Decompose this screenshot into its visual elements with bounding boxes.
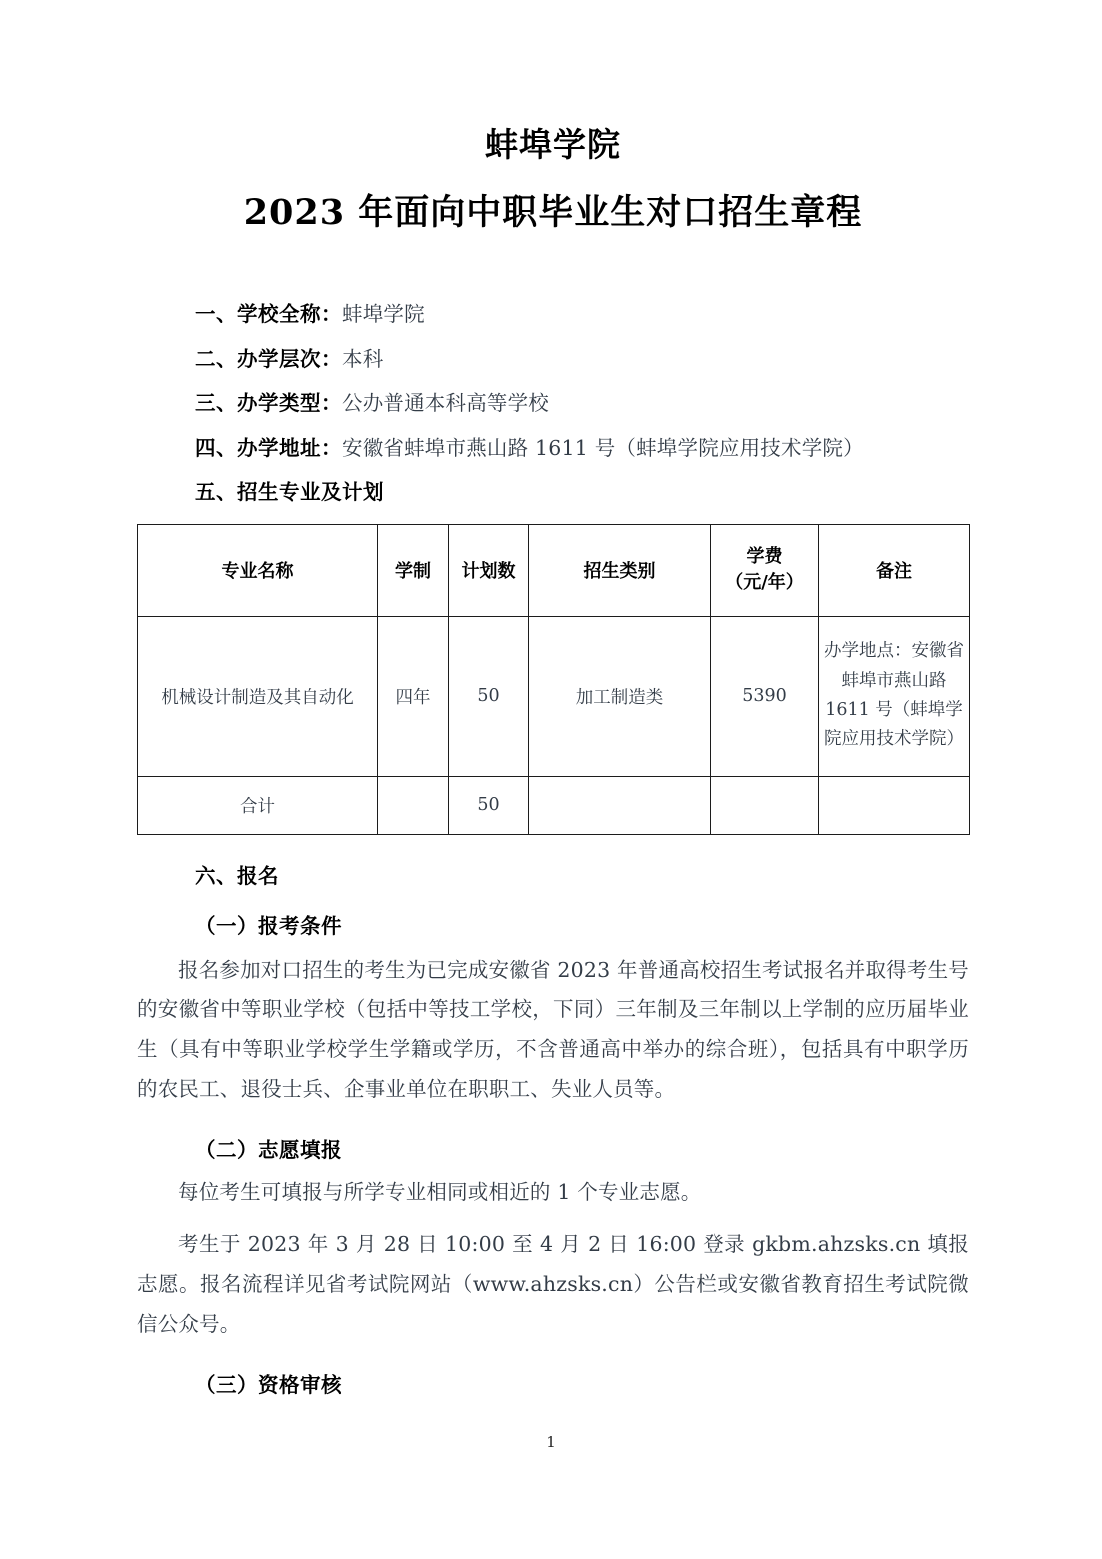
table-header-major: 专业名称 xyxy=(138,524,378,616)
cell-length: 四年 xyxy=(378,616,449,776)
paragraph-eligibility: 报名参加对口招生的考生为已完成安徽省 2023 年普通高校招生考试报名并取得考生号的安徽省中等职业学校（包括中等技工学校，下同）三年制及三年制以上学制的应历届毕业生（具有中等职业学校学生学籍或学历，不含普通高中举办的综合班），包括具有中职学历的农民工、退役士兵、企事业单位在职职工、失业人员等。 xyxy=(137,957,969,1102)
page-title-school: 蚌埠学院 xyxy=(485,125,621,164)
subsection-heading-two: （二）志愿填报 xyxy=(195,1138,342,1163)
info-row-full-name xyxy=(137,304,969,325)
info-row-address xyxy=(137,435,969,460)
table-header-remark: 备注 xyxy=(819,524,970,616)
table-header-fee xyxy=(711,524,819,616)
section-heading-five: 五、招生专业及计划 xyxy=(195,480,384,504)
table-header-row xyxy=(138,524,970,616)
info-value-level: 本科 xyxy=(342,346,384,371)
page-title-subtitle: 2023 年面向中职毕业生对口招生章程 xyxy=(243,192,863,233)
info-label-address: 四、办学地址： xyxy=(195,435,342,460)
cell-total-remark xyxy=(819,776,970,834)
table-header-length: 学制 xyxy=(378,524,449,616)
school-info-list xyxy=(137,304,969,503)
enrollment-plan-table xyxy=(137,524,970,835)
table-header-count: 计划数 xyxy=(449,524,529,616)
subsection-heading-three: （三）资格审核 xyxy=(195,1372,342,1397)
subsection-heading-one: （一）报考条件 xyxy=(195,914,342,938)
info-row-type xyxy=(137,393,969,414)
cell-count: 50 xyxy=(449,616,529,776)
cell-total-fee xyxy=(711,776,819,834)
info-value-full-name: 蚌埠学院 xyxy=(342,302,425,326)
cell-category: 加工制造类 xyxy=(529,616,711,776)
cell-major: 机械设计制造及其自动化 xyxy=(138,616,378,776)
document-content xyxy=(137,0,969,1395)
cell-total-count: 50 xyxy=(449,776,529,834)
section-heading-six: 六、报名 xyxy=(195,863,279,888)
info-label-level: 二、办学层次： xyxy=(195,346,342,371)
cell-fee: 5390 xyxy=(711,616,819,776)
info-value-address: 安徽省蚌埠市燕山路 1611 号（蚌埠学院应用技术学院） xyxy=(342,435,864,460)
info-label-type: 三、办学类型： xyxy=(195,391,342,415)
info-row-level xyxy=(137,346,969,371)
cell-total-category xyxy=(529,776,711,834)
info-value-type: 公办普通本科高等学校 xyxy=(342,391,549,415)
cell-remark: 办学地点：安徽省蚌埠市燕山路 1611 号（蚌埠学院应用技术学院） xyxy=(819,616,970,776)
paragraph-volunteer-schedule: 考生于 2023 年 3 月 28 日 10:00 至 4 月 2 日 16:00 登录 gkbm.ahzsks.cn 填报志愿。报名流程详见省考试院网站（www.ahzsks.cn）公告栏或安徽省教育招生考试院微信公众号。 xyxy=(137,1231,969,1336)
table-header-fee-top: 学费 xyxy=(746,545,783,567)
table-total-row xyxy=(138,776,970,834)
table-row xyxy=(138,616,970,776)
paragraph-volunteer-count: 每位考生可填报与所学专业相同或相近的 1 个专业志愿。 xyxy=(178,1179,702,1204)
table-header-category: 招生类别 xyxy=(529,524,711,616)
cell-total-label: 合计 xyxy=(138,776,378,834)
page-number: 1 xyxy=(546,1433,556,1451)
table-header-fee-unit: （元/年） xyxy=(725,572,804,593)
cell-total-length xyxy=(378,776,449,834)
info-label-full-name: 一、学校全称： xyxy=(195,302,342,326)
